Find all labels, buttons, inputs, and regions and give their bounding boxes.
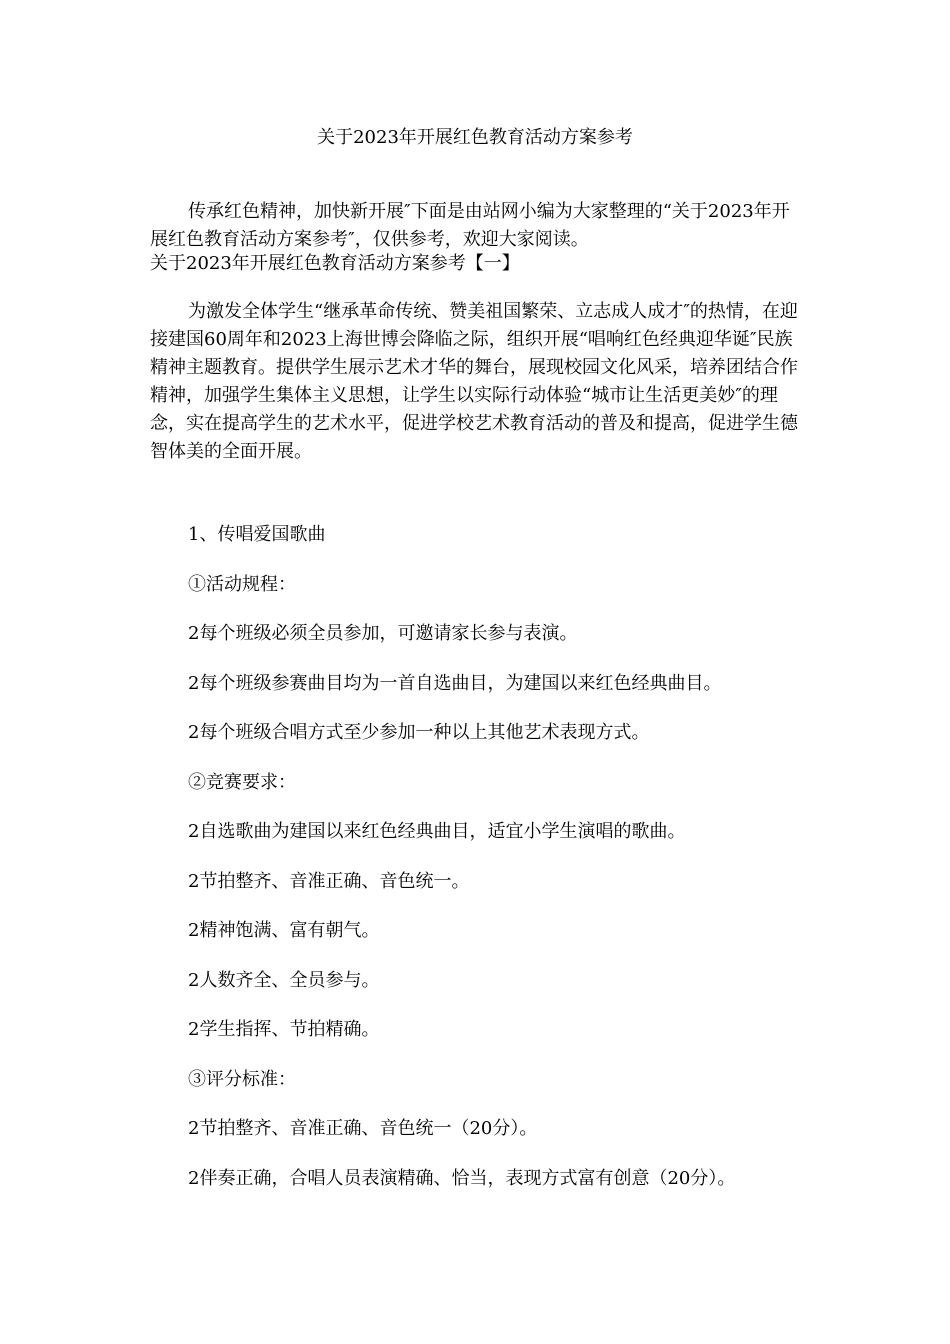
body-paragraph: 为激发全体学生“继承革命传统、赞美祖国繁荣、立志成人成才″的热情，在迎接建国60周年和2023上海世博会降临之际，组织开展“唱响红色经典迎华诞″民族精神主题教育。提供学生展示艺术才华的舞台，展现校园文化风采，培养团结合作精神，加强学生集体主义思想，让学生以实际行动体验“城市让生活更美妙″的理念，实在提高学生的艺术水平，促进学校艺术教育活动的普及和提高，促进学生德智体美的全面开展。 bbox=[150, 301, 798, 462]
activity-list bbox=[188, 521, 808, 1214]
document-title: 关于2023年开展红色教育活动方案参考 bbox=[317, 127, 633, 148]
list-item: 2节拍整齐、音准正确、音色统一（20分）。 bbox=[188, 1118, 538, 1139]
list-item: 2自选歌曲为建国以来红色经典曲目，适宜小学生演唱的歌曲。 bbox=[188, 821, 686, 842]
list-item: ①活动规程： bbox=[188, 573, 296, 595]
list-item: 2学生指挥、节拍精确。 bbox=[188, 1019, 380, 1040]
list-item: 2精神饱满、富有朝气。 bbox=[188, 920, 380, 941]
list-item: 2每个班级必须全员参加，可邀请家长参与表演。 bbox=[188, 623, 578, 644]
list-item: ②竞赛要求： bbox=[188, 771, 296, 793]
list-item: 2人数齐全、全员参与。 bbox=[188, 969, 380, 991]
list-item: 2每个班级参赛曲目均为一首自选曲目，为建国以来红色经典曲目。 bbox=[188, 672, 722, 694]
list-item: 2每个班级合唱方式至少参加一种以上其他艺术表现方式。 bbox=[188, 722, 650, 743]
list-item: 1、传唱爱国歌曲 bbox=[188, 524, 326, 545]
intro-paragraph: 传承红色精神，加快新开展″下面是由站网小编为大家整理的“关于2023年开展红色教育活动方案参考″，仅供参考，欢迎大家阅读。 bbox=[150, 201, 790, 250]
list-item: 2节拍整齐、音准正确、音色统一。 bbox=[188, 870, 470, 892]
list-item: ③评分标准： bbox=[188, 1068, 296, 1090]
list-item: 2伴奏正确，合唱人员表演精确、恰当，表现方式富有创意（20分）。 bbox=[188, 1167, 736, 1189]
section-heading: 关于2023年开展红色教育活动方案参考【一】 bbox=[150, 253, 520, 274]
